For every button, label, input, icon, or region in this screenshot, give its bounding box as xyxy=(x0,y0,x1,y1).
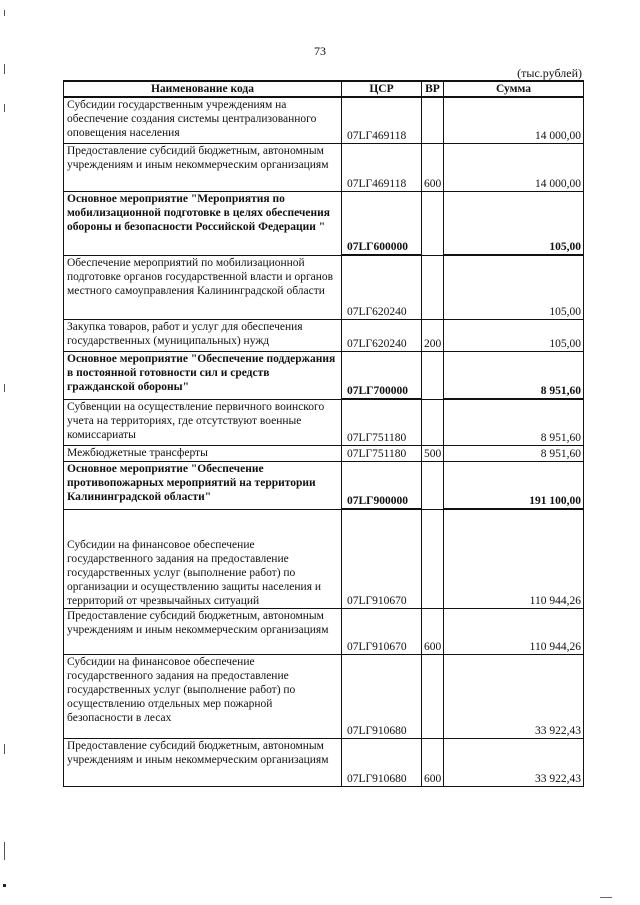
row-csr: 07LГ910670 xyxy=(342,509,422,608)
row-csr: 07LГ751180 xyxy=(342,445,422,461)
row-name: Закупка товаров, работ и услуг для обеспечения государственных (муниципальных) нужд xyxy=(64,319,342,351)
row-sum: 33 922,43 xyxy=(444,738,584,786)
row-sum: 110 944,26 xyxy=(444,608,584,654)
table-row xyxy=(64,608,584,654)
row-sum: 8 951,60 xyxy=(444,399,584,445)
row-vr xyxy=(422,255,444,319)
row-sum: 105,00 xyxy=(444,191,584,255)
row-csr: 07LГ700000 xyxy=(342,351,422,399)
header-vr: ВР xyxy=(422,81,444,97)
row-name: Межбюджетные трансферты xyxy=(64,445,342,461)
row-csr: 07LГ751180 xyxy=(342,399,422,445)
row-sum: 105,00 xyxy=(444,319,584,351)
table-row-main-activity xyxy=(64,461,584,509)
row-sum: 8 951,60 xyxy=(444,445,584,461)
table-row xyxy=(64,738,584,786)
table-row xyxy=(64,399,584,445)
row-vr: 600 xyxy=(422,738,444,786)
row-sum: 33 922,43 xyxy=(444,654,584,738)
row-vr xyxy=(422,191,444,255)
row-csr: 07LГ600000 xyxy=(342,191,422,255)
row-vr xyxy=(422,461,444,509)
margin-mark xyxy=(4,104,5,112)
header-sum: Сумма xyxy=(444,81,584,97)
row-vr xyxy=(422,509,444,608)
row-csr: 07LГ910680 xyxy=(342,654,422,738)
row-name: Обеспечение мероприятий по мобилизационной подготовке органов государственной власти и органов местного самоуправления Калининградской области xyxy=(64,255,342,319)
row-csr: 07LГ469118 xyxy=(342,97,422,143)
header-csr: ЦСР xyxy=(342,81,422,97)
row-name: Основное мероприятие "Мероприятия по мобилизационной подготовке в целях обеспечения обороны и безопасности Российской Федерации " xyxy=(64,191,342,255)
units-label: (тыс.рублей) xyxy=(517,66,582,80)
row-vr xyxy=(422,654,444,738)
row-csr: 07LГ469118 xyxy=(342,143,422,191)
row-csr: 07LГ620240 xyxy=(342,319,422,351)
row-csr: 07LГ900000 xyxy=(342,461,422,509)
row-name: Основное мероприятие "Обеспечение поддержания в постоянной готовности сил и средств гражданской обороны" xyxy=(64,351,342,399)
row-sum: 14 000,00 xyxy=(444,97,584,143)
table-row xyxy=(64,319,584,351)
page-number: 73 xyxy=(314,44,326,58)
row-name: Предоставление субсидий бюджетным, автономным учреждениям и иным некоммерческим организациям xyxy=(64,738,342,786)
row-name: Субсидии на финансовое обеспечение государственного задания на предоставление государственных услуг (выполнение работ) по организации и осуществлению защиты населения и территорий от чрезвычайных ситуаций xyxy=(64,509,342,608)
row-name: Субсидии государственным учреждениям на обеспечение создания системы централизованного оповещения населения xyxy=(64,97,342,143)
margin-mark xyxy=(4,744,5,754)
margin-mark xyxy=(600,897,612,898)
margin-mark xyxy=(4,64,5,74)
row-sum: 105,00 xyxy=(444,255,584,319)
table-header-row xyxy=(64,81,584,97)
row-vr xyxy=(422,351,444,399)
budget-table xyxy=(63,80,584,787)
table-row xyxy=(64,97,584,143)
margin-mark xyxy=(4,842,5,860)
row-csr: 07LГ620240 xyxy=(342,255,422,319)
table-row-main-activity xyxy=(64,351,584,399)
table-row xyxy=(64,445,584,461)
row-name: Предоставление субсидий бюджетным, автономным учреждениям и иным некоммерческим организациям xyxy=(64,143,342,191)
row-sum: 14 000,00 xyxy=(444,143,584,191)
table-row-main-activity xyxy=(64,191,584,255)
margin-mark xyxy=(4,384,5,392)
table-row xyxy=(64,143,584,191)
row-csr: 07LГ910680 xyxy=(342,738,422,786)
row-name: Субвенции на осуществление первичного воинского учета на территориях, где отсутствуют военные комиссариаты xyxy=(64,399,342,445)
row-vr: 600 xyxy=(422,608,444,654)
row-sum: 8 951,60 xyxy=(444,351,584,399)
row-vr xyxy=(422,97,444,143)
row-vr: 200 xyxy=(422,319,444,351)
row-vr xyxy=(422,399,444,445)
row-sum: 191 100,00 xyxy=(444,461,584,509)
row-csr: 07LГ910670 xyxy=(342,608,422,654)
table-row xyxy=(64,255,584,319)
row-vr: 500 xyxy=(422,445,444,461)
margin-mark xyxy=(4,10,5,16)
table-row xyxy=(64,509,584,608)
header-name: Наименование кода xyxy=(64,81,342,97)
table-row xyxy=(64,654,584,738)
row-name: Основное мероприятие "Обеспечение противопожарных мероприятий на территории Калининградской области" xyxy=(64,461,342,509)
row-sum: 110 944,26 xyxy=(444,509,584,608)
margin-dot xyxy=(3,884,6,887)
row-vr: 600 xyxy=(422,143,444,191)
row-name: Предоставление субсидий бюджетным, автономным учреждениям и иным некоммерческим организациям xyxy=(64,608,342,654)
row-name: Субсидии на финансовое обеспечение государственного задания на предоставление государственных услуг (выполнение работ) по осуществлению отдельных мер пожарной безопасности в лесах xyxy=(64,654,342,738)
